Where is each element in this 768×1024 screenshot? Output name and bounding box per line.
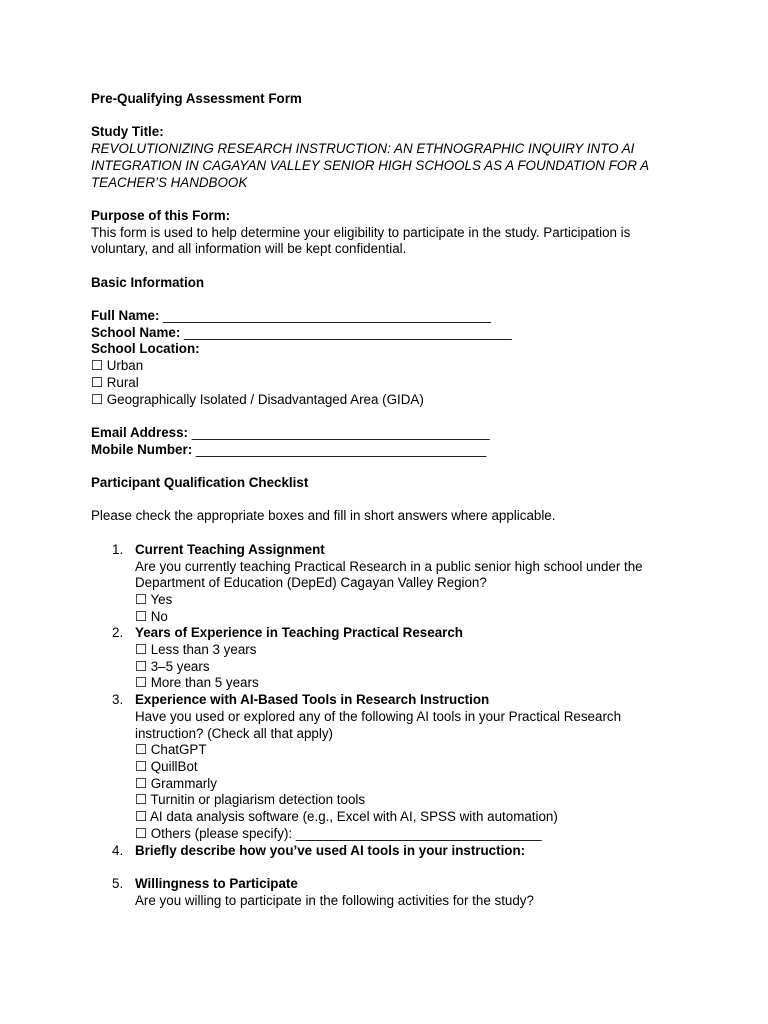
question-title: Current Teaching Assignment (135, 541, 325, 557)
email-label: Email Address: (91, 424, 192, 440)
question-title: Experience with AI-Based Tools in Research Instruction (135, 692, 490, 708)
purpose-label: Purpose of this Form: (91, 207, 231, 223)
question-number: 5. (112, 875, 124, 891)
location-option-urban[interactable]: ☐ Urban (91, 358, 144, 374)
checklist-heading: Participant Qualification Checklist (91, 475, 309, 491)
checkbox-option[interactable]: ☐ ChatGPT (135, 742, 207, 758)
school-location-label: School Location: (91, 341, 200, 357)
checkbox-option[interactable]: ☐ QuillBot (135, 759, 198, 774)
study-title-line: TEACHER’S HANDBOOK (91, 174, 248, 190)
email-field[interactable]: ________________________________________ (191, 424, 490, 440)
checkbox-option[interactable]: ☐ Grammarly (135, 775, 217, 791)
checkbox-option[interactable]: ☐ More than 5 years (135, 675, 259, 691)
question-list (91, 542, 731, 909)
school-name-field[interactable]: ____________________________________________ (184, 324, 512, 340)
mobile-row (91, 442, 731, 459)
question-item (91, 625, 731, 692)
mobile-field[interactable]: _______________________________________ (195, 441, 487, 457)
full-name-field[interactable]: ____________________________________________ (163, 308, 491, 324)
question-number: 3. (112, 692, 124, 708)
school-name-label: School Name: (91, 324, 185, 340)
checkbox-option[interactable]: ☐ Less than 3 years (135, 642, 257, 658)
question-item (91, 843, 731, 876)
checkbox-option[interactable]: ☐ 3–5 years (135, 658, 210, 674)
mobile-label: Mobile Number: (91, 441, 196, 457)
location-option-rural[interactable]: ☐ Rural (91, 374, 139, 390)
question-number: 1. (112, 541, 124, 557)
question-title: Briefly describe how you’ve used AI tools in your instruction: (135, 842, 526, 858)
checkbox-option-no[interactable]: ☐ No (135, 608, 168, 624)
location-option-gida[interactable]: ☐ Geographically Isolated / Disadvantaged Area (GIDA) (91, 391, 424, 407)
checkbox-option[interactable]: ☐ Turnitin or plagiarism detection tools (135, 792, 366, 808)
school-name-row (91, 325, 731, 342)
study-title-label: Study Title: (91, 124, 164, 140)
checklist-instructions: Please check the appropriate boxes and fill in short answers where applicable. (91, 508, 556, 524)
full-name-label: Full Name: (91, 308, 164, 324)
question-text: Are you currently teaching Practical Research in a public senior high school under the (135, 558, 643, 574)
purpose-text: voluntary, and all information will be kept confidential. (91, 241, 407, 257)
study-title-line: INTEGRATION IN CAGAYAN VALLEY SENIOR HIGH SCHOOLS AS A FOUNDATION FOR A (91, 157, 650, 173)
email-row (91, 425, 731, 442)
full-name-row (91, 308, 731, 325)
question-item (91, 692, 731, 842)
study-title-line: REVOLUTIONIZING RESEARCH INSTRUCTION: AN ETHNOGRAPHIC INQUIRY INTO AI (91, 141, 635, 157)
form-title: Pre-Qualifying Assessment Form (91, 91, 302, 106)
question-text: instruction? (Check all that apply) (135, 725, 333, 741)
question-text: Department of Education (DepEd) Cagayan Valley Region? (135, 575, 487, 591)
question-text: Have you used or explored any of the following AI tools in your Practical Research (135, 708, 622, 724)
question-item (91, 876, 731, 909)
question-text: Are you willing to participate in the following activities for the study? (135, 892, 534, 908)
question-number: 2. (112, 625, 124, 641)
checkbox-option[interactable]: ☐ AI data analysis software (e.g., Excel with AI, SPSS with automation) (135, 809, 558, 825)
question-item (91, 542, 731, 626)
checkbox-option-yes[interactable]: ☐ Yes (135, 591, 173, 607)
question-number: 4. (112, 842, 124, 858)
checkbox-option-others[interactable]: ☐ Others (please specify): _________________________________ (135, 825, 542, 841)
question-title: Years of Experience in Teaching Practical Research (135, 625, 463, 641)
question-title: Willingness to Participate (135, 875, 298, 891)
basic-info-heading: Basic Information (91, 274, 205, 290)
purpose-text: This form is used to help determine your eligibility to participate in the study. Participation is (91, 224, 631, 240)
